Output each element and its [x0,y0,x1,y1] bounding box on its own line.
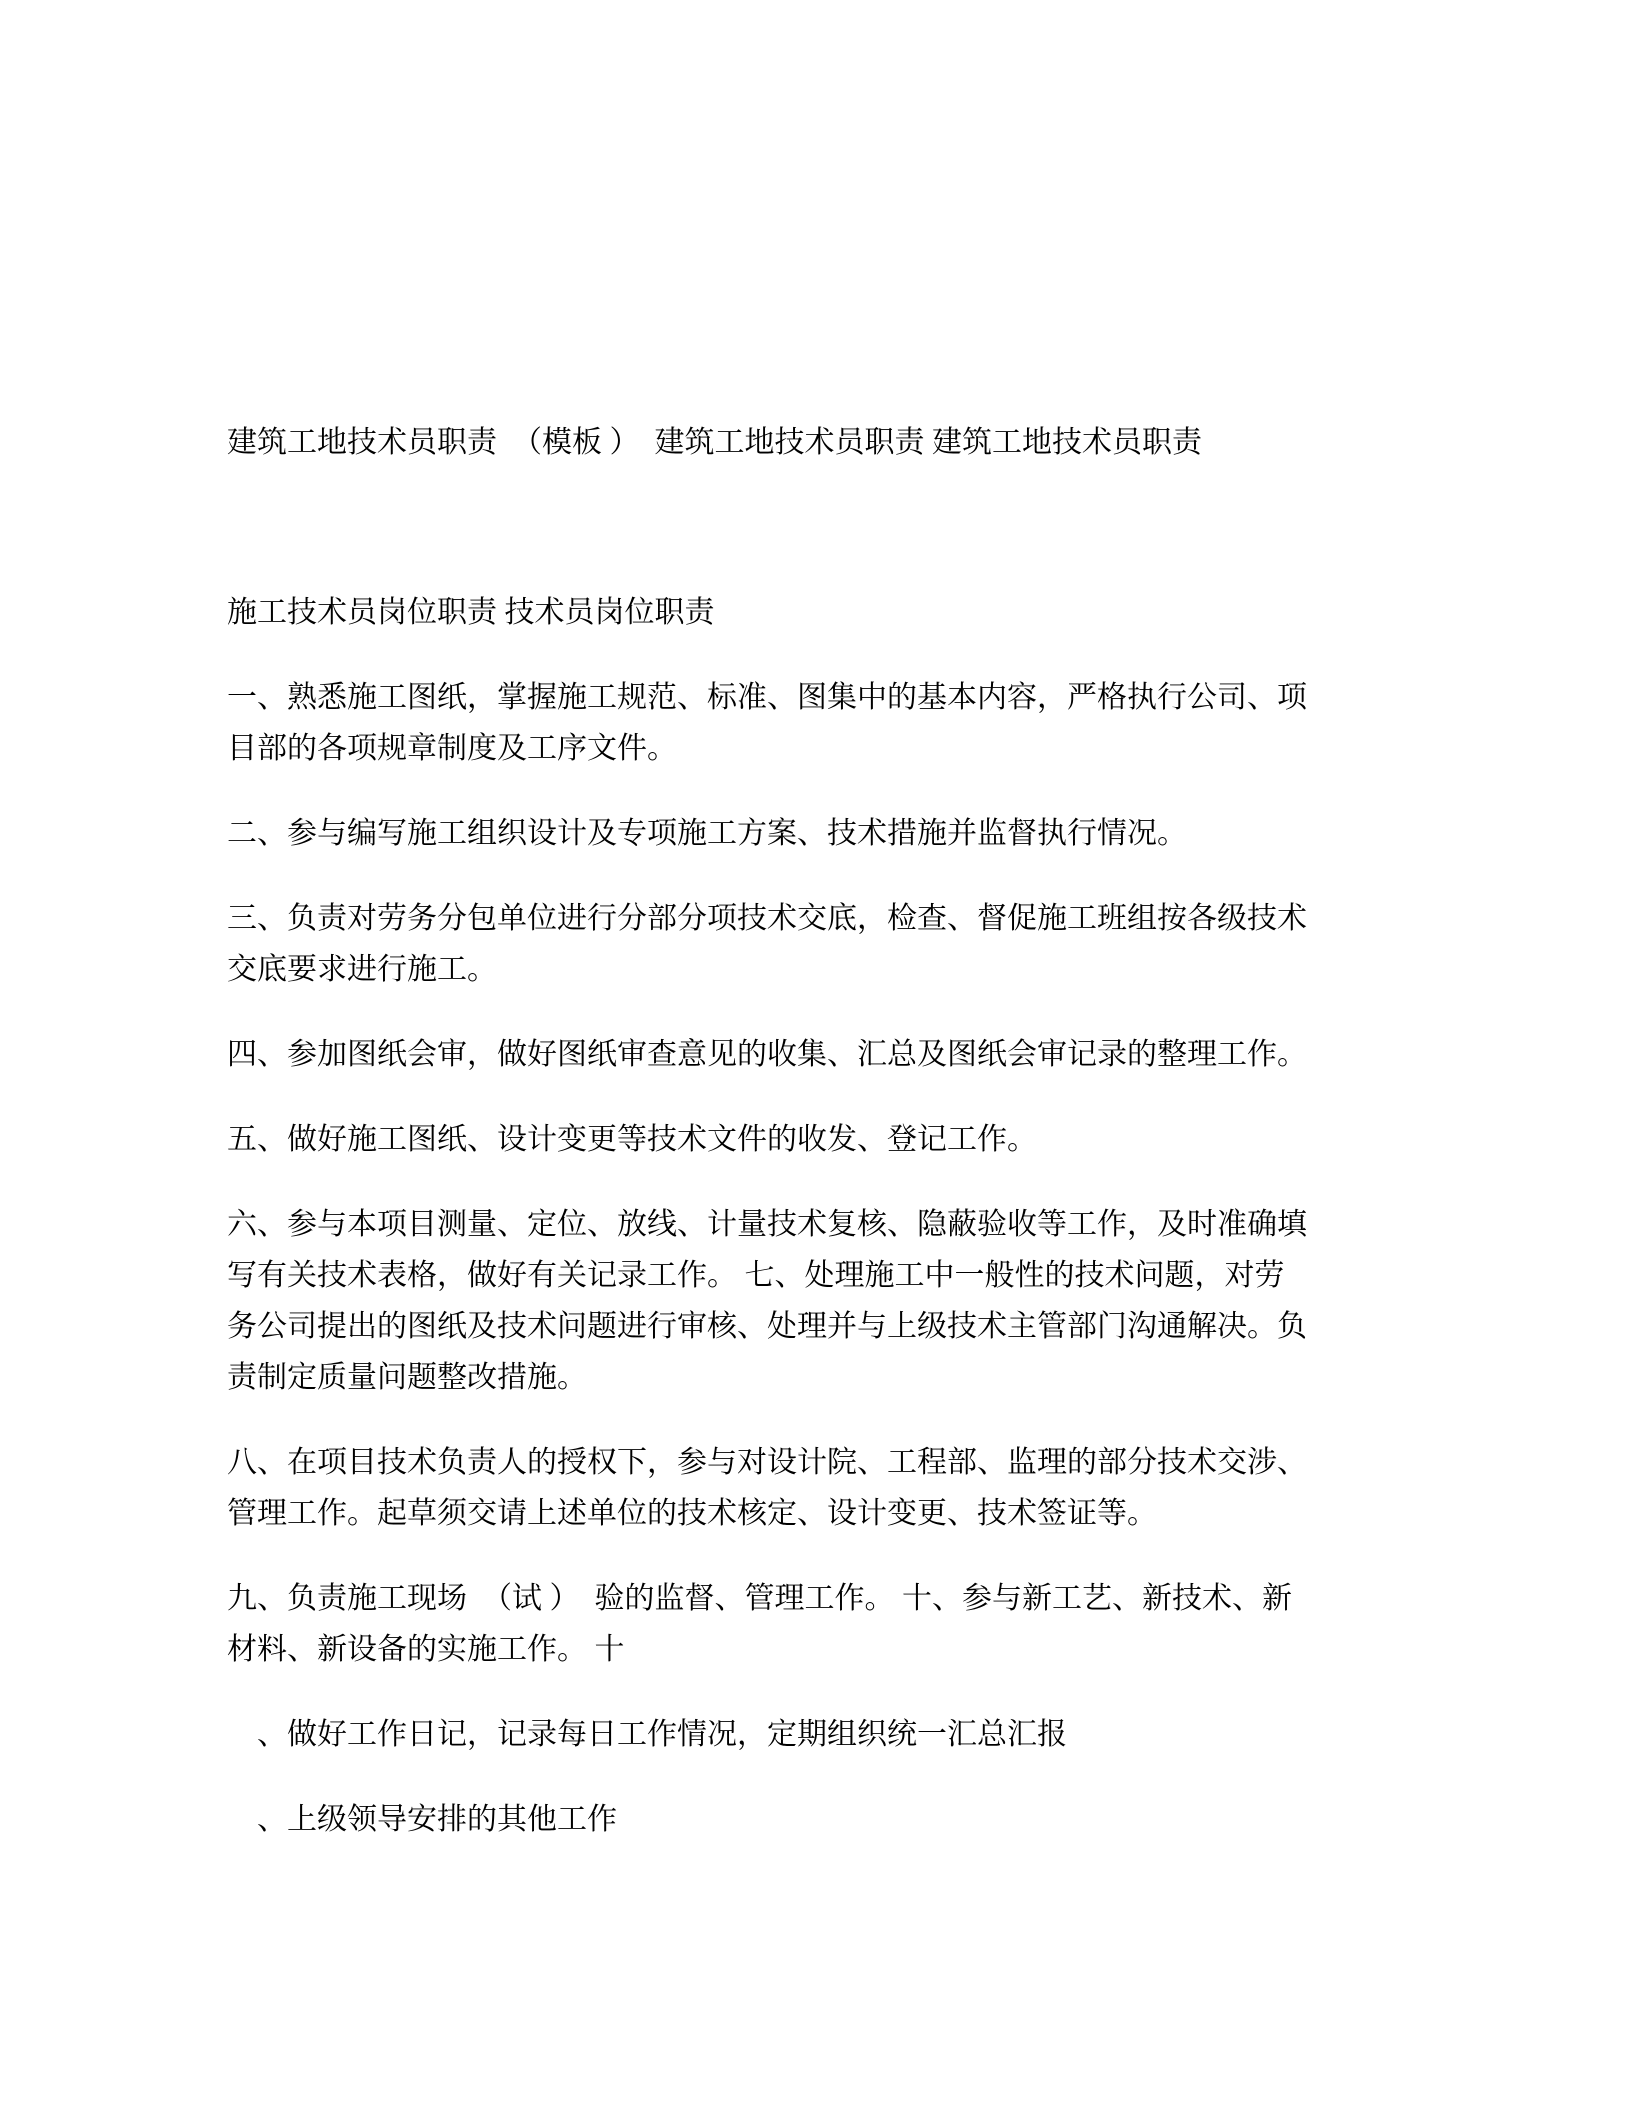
section-heading: 施工技术员岗位职责 技术员岗位职责 [227,596,715,629]
document-content [227,417,1307,1879]
body-paragraph: 五、做好施工图纸、设计变更等技术文件的收发、登记工作。 [227,1123,1037,1156]
body-paragraph: 一、熟悉施工图纸，掌握施工规范、标准、图集中的基本内容，严格执行公司、项目部的各项规章制度及工序文件。 [227,681,1307,765]
body-paragraph: 四、参加图纸会审，做好图纸审查意见的收集、汇总及图纸会审记录的整理工作。 [227,1038,1307,1071]
body-paragraph: 八、在项目技术负责人的授权下，参与对设计院、工程部、监理的部分技术交涉、管理工作。起草须交请上述单位的技术核定、设计变更、技术签证等。 [227,1446,1307,1530]
body-paragraph: 二、参与编写施工组织设计及专项施工方案、技术措施并监督执行情况。 [227,817,1187,850]
paragraph-list [227,672,1307,1845]
document-title: 建筑工地技术员职责 （模板 ） 建筑工地技术员职责 建筑工地技术员职责 [227,426,1202,459]
body-paragraph: 六、参与本项目测量、定位、放线、计量技术复核、隐蔽验收等工作，及时准确填写有关技术表格，做好有关记录工作。 七、处理施工中一般性的技术问题，对劳务公司提出的图纸及技术问题进行审核、处理并与上级技术主管部门沟通解决。负责制定质量问题整改措施。 [227,1208,1307,1394]
body-paragraph: 三、负责对劳务分包单位进行分部分项技术交底，检查、督促施工班组按各级技术交底要求进行施工。 [227,902,1307,986]
blank-line [227,502,1307,553]
body-paragraph: 、上级领导安排的其他工作 [257,1803,617,1836]
body-paragraph: 九、负责施工现场 （试 ） 验的监督、管理工作。 十、参与新工艺、新技术、新材料、新设备的实施工作。 十 [227,1582,1292,1666]
body-paragraph: 、做好工作日记，记录每日工作情况，定期组织统一汇总汇报 [257,1718,1067,1751]
